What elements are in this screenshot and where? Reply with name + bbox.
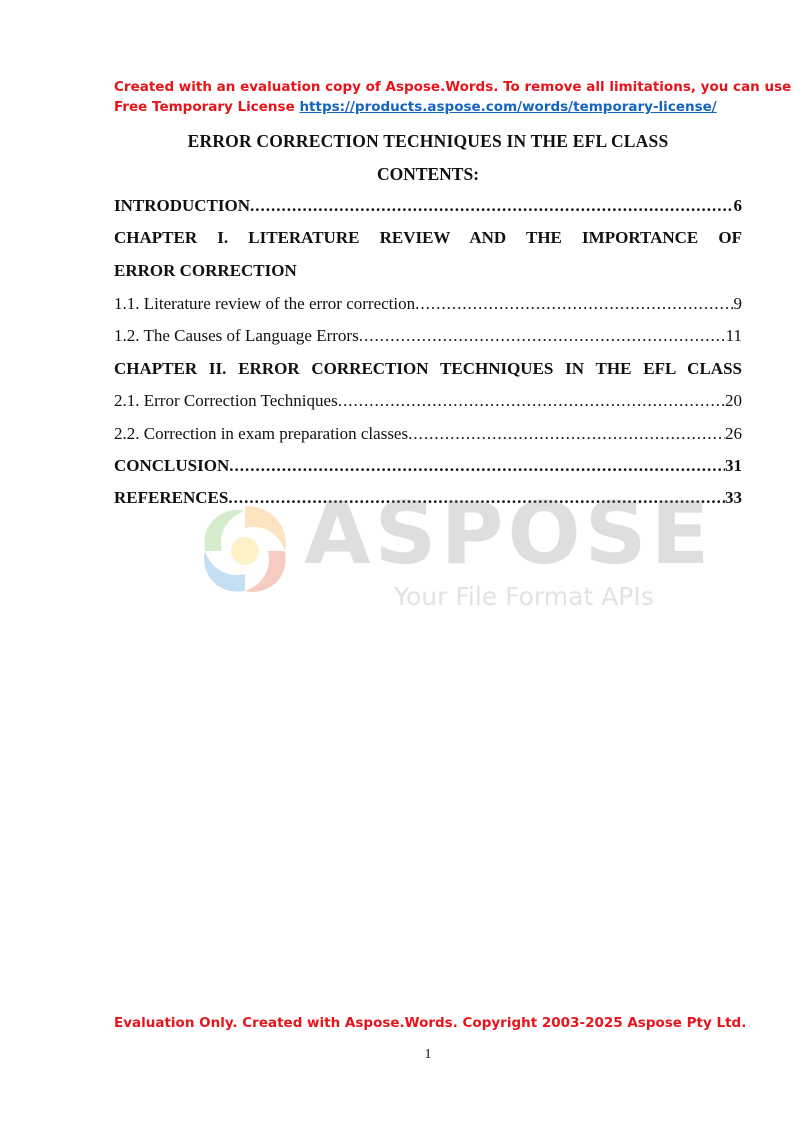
- toc-entry-1-1[interactable]: [114, 294, 742, 318]
- toc-entry-label: REFERENCES: [114, 488, 229, 507]
- watermark-tagline: Your File Format APIs: [394, 582, 654, 611]
- toc-entry-label: INTRODUCTION: [114, 196, 251, 215]
- toc-entry-page: 11: [725, 326, 742, 345]
- evaluation-banner-line-2: [114, 97, 754, 117]
- page-number: 1: [424, 1047, 432, 1062]
- toc-dot-leader: [228, 488, 725, 508]
- toc-dot-leader: [415, 294, 733, 314]
- toc-entry-conclusion[interactable]: [114, 456, 742, 480]
- toc-entry-1-2[interactable]: [114, 326, 742, 350]
- toc-dot-leader: [338, 391, 725, 411]
- toc-dot-leader: [250, 196, 733, 216]
- toc-entry-introduction[interactable]: [114, 196, 742, 220]
- toc-entry-label: 2.2. Correction in exam preparation classes: [114, 424, 409, 443]
- contents-heading: CONTENTS:: [376, 164, 480, 184]
- toc-entry-2-1[interactable]: [114, 391, 742, 415]
- document-title: ERROR CORRECTION TECHNIQUES IN THE EFL CLASS: [187, 131, 669, 151]
- toc-entry-page: 31: [725, 456, 742, 475]
- toc-entry-label: 1.2. The Causes of Language Errors: [114, 326, 359, 345]
- evaluation-footer: Evaluation Only. Created with Aspose.Words. Copyright 2003-2025 Aspose Pty Ltd.: [114, 1015, 747, 1031]
- toc-entry-2-2[interactable]: [114, 424, 742, 448]
- evaluation-banner-line-1: Created with an evaluation copy of Aspose.Words. To remove all limitations, you can use: [114, 79, 792, 95]
- toc-dot-leader: [359, 326, 726, 346]
- toc-entry-label: 2.1. Error Correction Techniques: [114, 391, 338, 410]
- toc-entry-page: 26: [725, 424, 742, 443]
- toc-entry-chapter-1-line-1[interactable]: CHAPTER I. LITERATURE REVIEW AND THE IMPORTANCE OF: [114, 228, 742, 247]
- temporary-license-link[interactable]: https://products.aspose.com/words/temporary-license/: [299, 99, 717, 115]
- toc-entry-chapter-1-line-2[interactable]: [114, 261, 742, 285]
- toc-dot-leader: [229, 456, 725, 476]
- toc-entry-page: 9: [733, 294, 742, 313]
- evaluation-banner: [114, 77, 792, 117]
- toc-entry-label: CONCLUSION: [114, 456, 230, 475]
- toc-entry-chapter-2[interactable]: CHAPTER II. ERROR CORRECTION TECHNIQUES IN THE EFL CLASS: [114, 359, 742, 378]
- toc-entry-page: 6: [733, 196, 742, 215]
- license-label: Free Temporary License: [114, 99, 295, 115]
- toc-entry-label: ERROR CORRECTION: [114, 261, 297, 280]
- toc-entry-references[interactable]: [114, 488, 742, 512]
- toc-entry-page: 20: [725, 391, 742, 410]
- watermark-brand: ASPOSE: [304, 484, 714, 584]
- toc-entry-page: 33: [725, 488, 742, 507]
- aspose-swirl-logo-icon: [190, 496, 300, 606]
- toc-dot-leader: [408, 424, 725, 444]
- toc-entry-label: 1.1. Literature review of the error correction: [114, 294, 416, 313]
